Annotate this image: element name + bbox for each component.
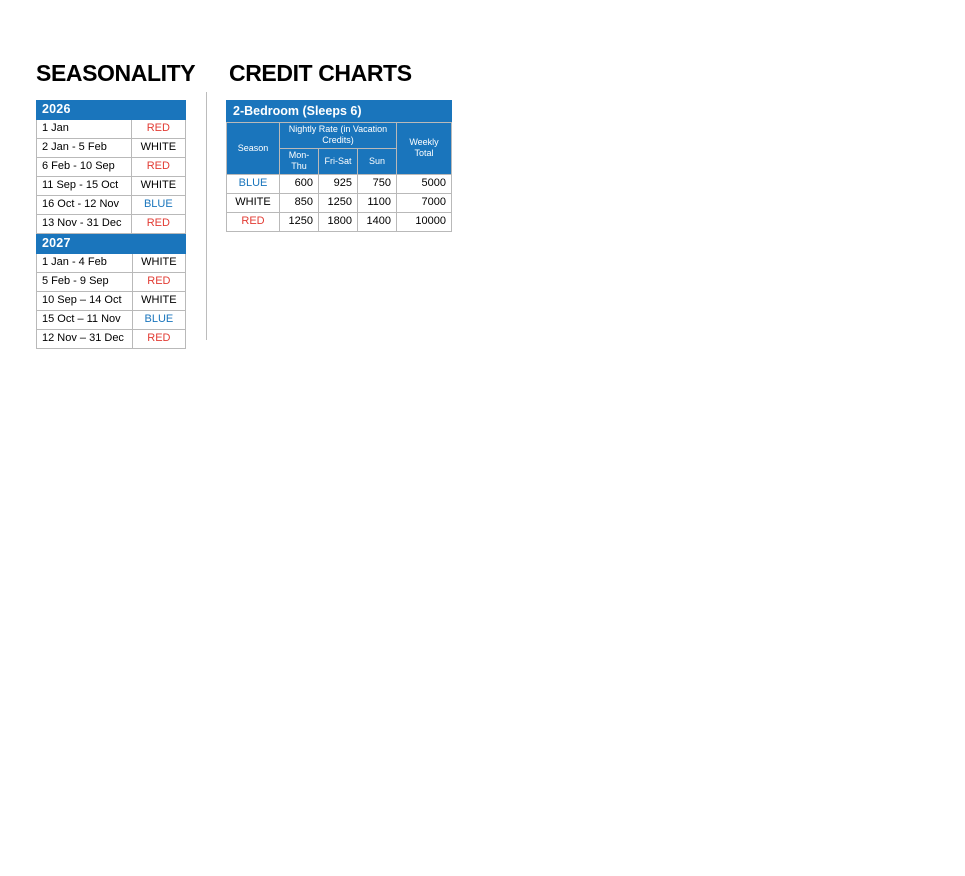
credit-chart-block <box>226 100 452 232</box>
rate-fri-sat: 925 <box>319 175 358 194</box>
date-range: 12 Nov – 31 Dec <box>37 330 133 349</box>
season-label: WHITE <box>131 177 185 196</box>
header-sun: Sun <box>358 149 397 175</box>
weekly-total: 5000 <box>397 175 452 194</box>
table-row <box>37 330 186 349</box>
seasonality-table-2026 <box>36 100 186 234</box>
year-label: 2027 <box>37 235 186 254</box>
season-label: BLUE <box>227 175 280 194</box>
date-range: 6 Feb - 10 Sep <box>37 158 132 177</box>
table-row <box>37 177 186 196</box>
rate-mon-thu: 1250 <box>280 213 319 232</box>
date-range: 11 Sep - 15 Oct <box>37 177 132 196</box>
date-range: 10 Sep – 14 Oct <box>37 292 133 311</box>
season-label: WHITE <box>227 194 280 213</box>
date-range: 1 Jan <box>37 120 132 139</box>
table-row <box>227 175 452 194</box>
date-range: 1 Jan - 4 Feb <box>37 254 133 273</box>
rate-sun: 1100 <box>358 194 397 213</box>
header-season: Season <box>227 123 280 175</box>
table-row <box>37 292 186 311</box>
season-label: WHITE <box>132 292 185 311</box>
table-row <box>227 194 452 213</box>
table-row <box>37 273 186 292</box>
weekly-total: 10000 <box>397 213 452 232</box>
season-label: WHITE <box>131 139 185 158</box>
rate-fri-sat: 1250 <box>319 194 358 213</box>
season-label: BLUE <box>131 196 185 215</box>
rate-mon-thu: 600 <box>280 175 319 194</box>
table-row <box>37 120 186 139</box>
season-label: WHITE <box>132 254 185 273</box>
table-row <box>37 311 186 330</box>
date-range: 2 Jan - 5 Feb <box>37 139 132 158</box>
rate-sun: 1400 <box>358 213 397 232</box>
table-row <box>37 101 186 120</box>
vertical-divider <box>206 92 207 340</box>
table-row <box>227 213 452 232</box>
credit-chart-table <box>226 122 452 232</box>
season-label: RED <box>131 215 185 234</box>
weekly-total: 7000 <box>397 194 452 213</box>
season-label: RED <box>132 273 185 292</box>
rate-fri-sat: 1800 <box>319 213 358 232</box>
seasonality-heading: SEASONALITY <box>36 60 196 86</box>
header-mon-thu: Mon-Thu <box>280 149 319 175</box>
date-range: 13 Nov - 31 Dec <box>37 215 132 234</box>
table-row <box>37 196 186 215</box>
date-range: 5 Feb - 9 Sep <box>37 273 133 292</box>
season-label: RED <box>132 330 185 349</box>
date-range: 16 Oct - 12 Nov <box>37 196 132 215</box>
table-row <box>37 139 186 158</box>
header-rate-group: Nightly Rate (in Vacation Credits) <box>280 123 397 149</box>
seasonality-table-2027 <box>36 234 186 349</box>
year-label: 2026 <box>37 101 186 120</box>
season-label: RED <box>227 213 280 232</box>
table-row <box>37 158 186 177</box>
season-label: RED <box>131 158 185 177</box>
table-header-row <box>227 123 452 149</box>
header-weekly-total: Weekly Total <box>397 123 452 175</box>
credit-charts-heading: CREDIT CHARTS <box>229 60 412 86</box>
table-row <box>37 215 186 234</box>
credit-chart-title: 2-Bedroom (Sleeps 6) <box>226 100 452 122</box>
header-fri-sat: Fri-Sat <box>319 149 358 175</box>
table-row <box>37 254 186 273</box>
season-label: RED <box>131 120 185 139</box>
table-row <box>37 235 186 254</box>
season-label: BLUE <box>132 311 185 330</box>
date-range: 15 Oct – 11 Nov <box>37 311 133 330</box>
rate-mon-thu: 850 <box>280 194 319 213</box>
rate-sun: 750 <box>358 175 397 194</box>
